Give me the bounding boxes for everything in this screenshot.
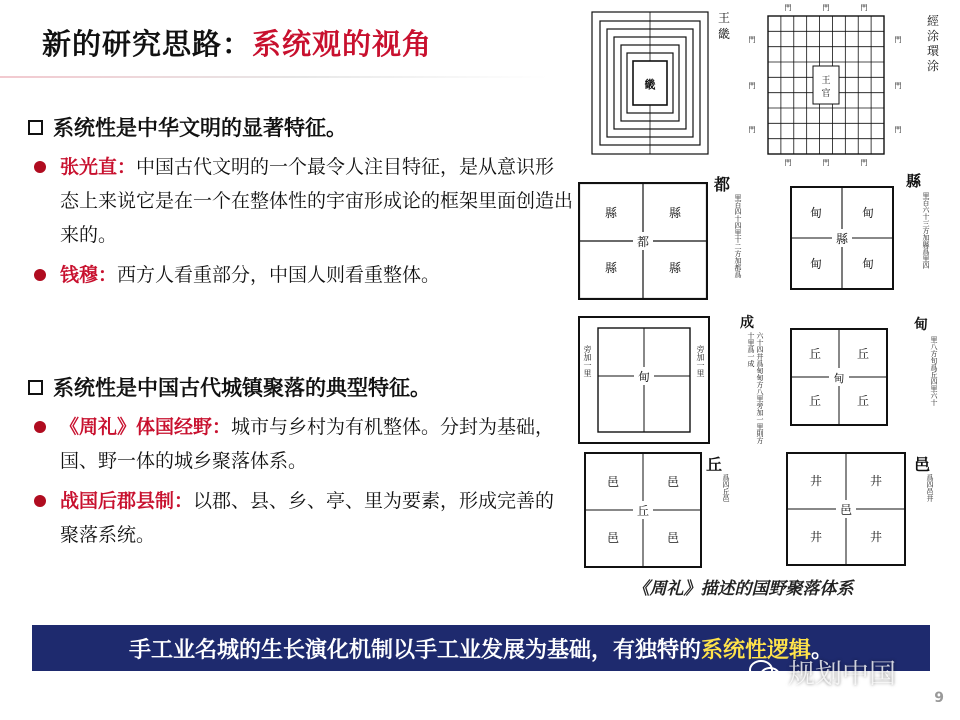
banner-highlight: 系统性逻辑 — [700, 637, 811, 663]
wangguan-center-top: 王 — [821, 76, 831, 86]
gate-label: 門 — [822, 159, 830, 167]
banner-end: 。 — [811, 637, 834, 663]
bullet-lead: 张光直： — [60, 156, 137, 178]
qiu-note: 爲四丘邑 — [722, 474, 730, 502]
yi-cell-label: 井 — [809, 474, 823, 488]
gate-label: 門 — [748, 126, 756, 134]
section-heading-text: 系统性是中国古代城镇聚落的典型特征。 — [53, 376, 431, 400]
figure-du — [578, 182, 708, 300]
xian-cell-label: 甸 — [861, 206, 875, 220]
xian-cell-label: 甸 — [809, 206, 823, 220]
bullet-dot-icon — [34, 161, 46, 173]
slide-title — [42, 22, 432, 63]
bullet-lead: 战国后郡县制： — [60, 490, 194, 512]
dian-note: 里八方旬爲丘四里六十 — [930, 336, 938, 406]
yi-title: 邑 — [914, 455, 931, 474]
bullet-text — [60, 484, 573, 552]
xian-cell-label: 甸 — [809, 257, 823, 271]
qiu-cell-label: 邑 — [666, 531, 680, 545]
yi-note: 爲四邑井 — [926, 474, 934, 502]
bullet-body: 西方人看重部分，中国人则看重整体。 — [117, 264, 441, 286]
gate-label: 門 — [748, 82, 756, 90]
bullet-dot-icon — [34, 421, 46, 433]
figure-yi — [786, 452, 906, 566]
xian-title: 縣 — [906, 172, 922, 190]
wechat-icon — [748, 658, 782, 686]
figure-wangguan-grid — [738, 2, 914, 172]
dian-cell-label: 丘 — [808, 394, 822, 408]
bullet-item — [28, 150, 573, 252]
figure-caption: 《周礼》描述的国野聚落体系 — [632, 579, 854, 599]
gate-label: 門 — [784, 159, 792, 167]
watermark — [748, 652, 896, 691]
yi-center-label: 邑 — [839, 503, 853, 517]
section-1 — [28, 112, 573, 292]
title-accent: 系统观的视角 — [252, 27, 433, 61]
checkbox-square-icon — [28, 380, 43, 395]
figure-qiu — [584, 452, 702, 568]
bullet-dot-icon — [34, 269, 46, 281]
page-number: 9 — [934, 690, 944, 706]
bullet-body: 城市与乡村为有机整体。分封为基础，国、野一体的城乡聚落体系。 — [60, 416, 555, 472]
yi-cell-label: 井 — [809, 530, 823, 544]
cheng-side-label-left: 旁加一里 — [583, 345, 592, 377]
dian-center-label: 甸 — [833, 372, 845, 385]
gate-label: 門 — [784, 4, 792, 12]
bullet-body: 中国古代文明的一个最令人注目特征，是从意识形态上来说它是在一个在整体性的宇宙形成论的框架里面创造出来的。 — [60, 156, 574, 246]
dian-cell-label: 丘 — [856, 347, 870, 361]
du-note: 里百四十四里十二方加都爲 — [734, 194, 742, 278]
section-heading-text: 系统性是中华文明的显著特征。 — [53, 116, 347, 140]
qiu-center-label: 丘 — [636, 504, 650, 518]
du-center-label: 都 — [636, 235, 650, 249]
qiu-cell-label: 邑 — [606, 475, 620, 489]
xian-note: 里百六十三方加縣爲里四 — [922, 192, 930, 269]
king-domain-title: 王 畿 — [717, 11, 730, 41]
dian-title: 甸 — [914, 317, 928, 333]
gate-label: 門 — [894, 126, 902, 134]
du-cell-label: 縣 — [604, 206, 618, 220]
qiu-cell-label: 邑 — [606, 531, 620, 545]
du-cell-label: 縣 — [604, 261, 618, 275]
section-heading — [28, 112, 573, 142]
bullet-lead: 《周礼》体国经野： — [60, 416, 232, 438]
du-title: 都 — [714, 175, 731, 194]
figure-dian — [790, 328, 888, 426]
xian-center-label: 縣 — [835, 232, 849, 246]
bullet-text — [60, 410, 573, 478]
yi-cell-label: 井 — [869, 474, 883, 488]
cheng-side-label-right: 旁加一里 — [696, 345, 705, 377]
bullet-body: 以郡、县、乡、亭、里为要素，形成完善的聚落系统。 — [60, 490, 555, 546]
title-plain: 新的研究思路： — [42, 27, 253, 61]
section-heading — [28, 372, 573, 402]
bullet-item — [28, 258, 573, 292]
du-cell-label: 縣 — [668, 261, 682, 275]
wangguan-center-bottom: 官 — [821, 89, 831, 99]
gate-label: 門 — [894, 36, 902, 44]
figure-dian-cheng — [578, 316, 710, 444]
qiu-cell-label: 邑 — [666, 475, 680, 489]
gate-label: 門 — [822, 4, 830, 12]
dian-cell-label: 丘 — [856, 394, 870, 408]
checkbox-square-icon — [28, 120, 43, 135]
bullet-item — [28, 410, 573, 478]
gate-label: 門 — [894, 82, 902, 90]
bullet-lead: 钱穆： — [60, 264, 118, 286]
dian-cell-label: 丘 — [808, 347, 822, 361]
figure-king-domain — [590, 8, 710, 158]
cheng-center-label: 甸 — [637, 370, 651, 384]
bullet-item — [28, 484, 573, 552]
gate-label: 門 — [860, 159, 868, 167]
cheng-note: 六十四井爲甸甸方八里旁加一里則方十里爲一成 — [747, 332, 764, 444]
banner-text: 手工业名城的生长演化机制以手工业发展为基础，有独特的 — [128, 637, 701, 663]
bullet-text — [60, 258, 440, 292]
bullet-dot-icon — [34, 495, 46, 507]
bullet-text — [60, 150, 573, 252]
wangguan-title: 經 涂 環 涂 — [926, 14, 939, 73]
yi-cell-label: 井 — [869, 530, 883, 544]
king-domain-center-label: 畿 — [644, 78, 656, 91]
xian-cell-label: 甸 — [861, 257, 875, 271]
du-cell-label: 縣 — [668, 206, 682, 220]
watermark-text: 规划中国 — [788, 659, 896, 690]
figure-xian — [790, 186, 894, 290]
gate-label: 門 — [860, 4, 868, 12]
gate-label: 門 — [748, 36, 756, 44]
qiu-title: 丘 — [706, 455, 723, 474]
section-2 — [28, 372, 573, 552]
title-divider — [0, 76, 548, 78]
cheng-title: 成 — [740, 315, 754, 331]
